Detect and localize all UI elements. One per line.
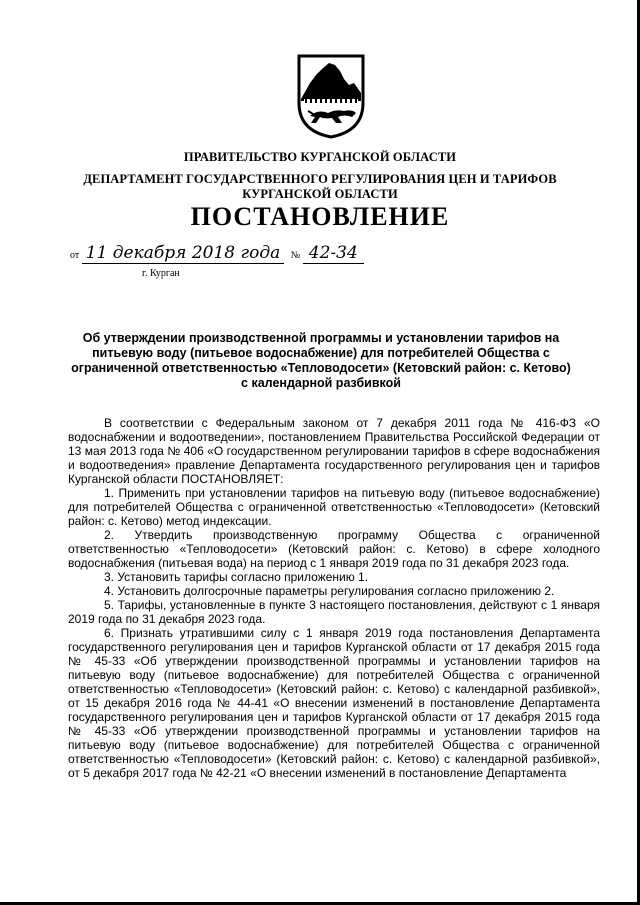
date-line [70, 243, 364, 263]
document-subject: Об утверждении производственной программы и установлении тарифов на питьевую воду (питьевое водоснабжение) для потребителей Общества с ограниченной ответственностью «Тепловодосети» (Кетовский район: с. Кетово) с календарной разбивкой [71, 331, 571, 390]
clause-1: 1. Применить при установлении тарифов на питьевую воду (питьевое водоснабжение) для потребителей Общества с ограниченной ответственностью «Тепловодосети» (Кетовский район: с. Кетово) метод индексации. [68, 486, 600, 528]
clause-3: 3. Установить тарифы согласно приложению 1. [104, 570, 369, 584]
date-prefix: от [70, 250, 80, 261]
city-name: г. Курган [142, 268, 180, 279]
clause-6: 6. Признать утратившими силу с 1 января 2019 года постановления Департамента государственного регулирования цен и тарифов Курганской области от 17 декабря 2015 года № 45-33 «Об утверждении производственной программы и установлении тарифов на питьевую воду (питьевое водоснабжение) для потребителей Общества с ограниченной ответственностью «Тепловодосети» (Кетовский район: с. Кетово) с календарной разбивкой», от 15 декабря 2016 года № 44-41 «О внесении изменений в постановление Департамента государственного регулирования цен и тарифов Курганской области от 17 декабря 2015 года № 45-33 «Об утверждении производственной программы и установлении тарифов на питьевую воду (питьевое водоснабжение) для потребителей Общества с ограниченной ответственностью «Тепловодосети» (Кетовский район: с. Кетово) с календарной разбивкой», от 5 декабря 2017 года № 42-21 «О внесении изменений в постановление Департамента [68, 626, 600, 780]
date-handwritten: 11 декабря 2018 года [82, 243, 284, 264]
clause-4: 4. Установить долгосрочные параметры регулирования согласно приложению 2. [104, 584, 555, 598]
coat-of-arms-icon [296, 53, 366, 139]
department-name [0, 172, 640, 202]
document-title: ПОСТАНОВЛЕНИЕ [190, 202, 450, 231]
clause-5: 5. Тарифы, установленные в пункте 3 настоящего постановления, действуют с 1 января 2019 года по 31 декабря 2023 года. [68, 598, 600, 626]
department-name-line2: КУРГАНСКОЙ ОБЛАСТИ [242, 187, 398, 201]
preamble-paragraph: В соответствии с Федеральным законом от 7 декабря 2011 года № 416-ФЗ «О водоснабжении и водоотведении», постановлением Правительства Российской Федерации от 13 мая 2013 года № 406 «О государственном регулировании тарифов в сфере водоснабжения и водоотведения» правление Департамента государственного регулирования цен и тарифов Курганской области ПОСТАНОВЛЯЕТ: [68, 416, 600, 486]
number-prefix: № [290, 250, 301, 261]
clause-2: 2. Утвердить производственную программу Общества с ограниченной ответственностью «Тепловодосети» (Кетовский район: с. Кетово) в сфере холодного водоснабжения (питьевая вода) на период с 1 января 2019 года по 31 декабря 2023 года. [68, 528, 600, 570]
document-number: 42-34 [303, 243, 364, 264]
government-name: ПРАВИТЕЛЬСТВО КУРГАНСКОЙ ОБЛАСТИ [183, 150, 457, 164]
department-name-line1: ДЕПАРТАМЕНТ ГОСУДАРСТВЕННОГО РЕГУЛИРОВАНИЯ ЦЕН И ТАРИФОВ [83, 172, 557, 186]
document-body [68, 416, 600, 780]
